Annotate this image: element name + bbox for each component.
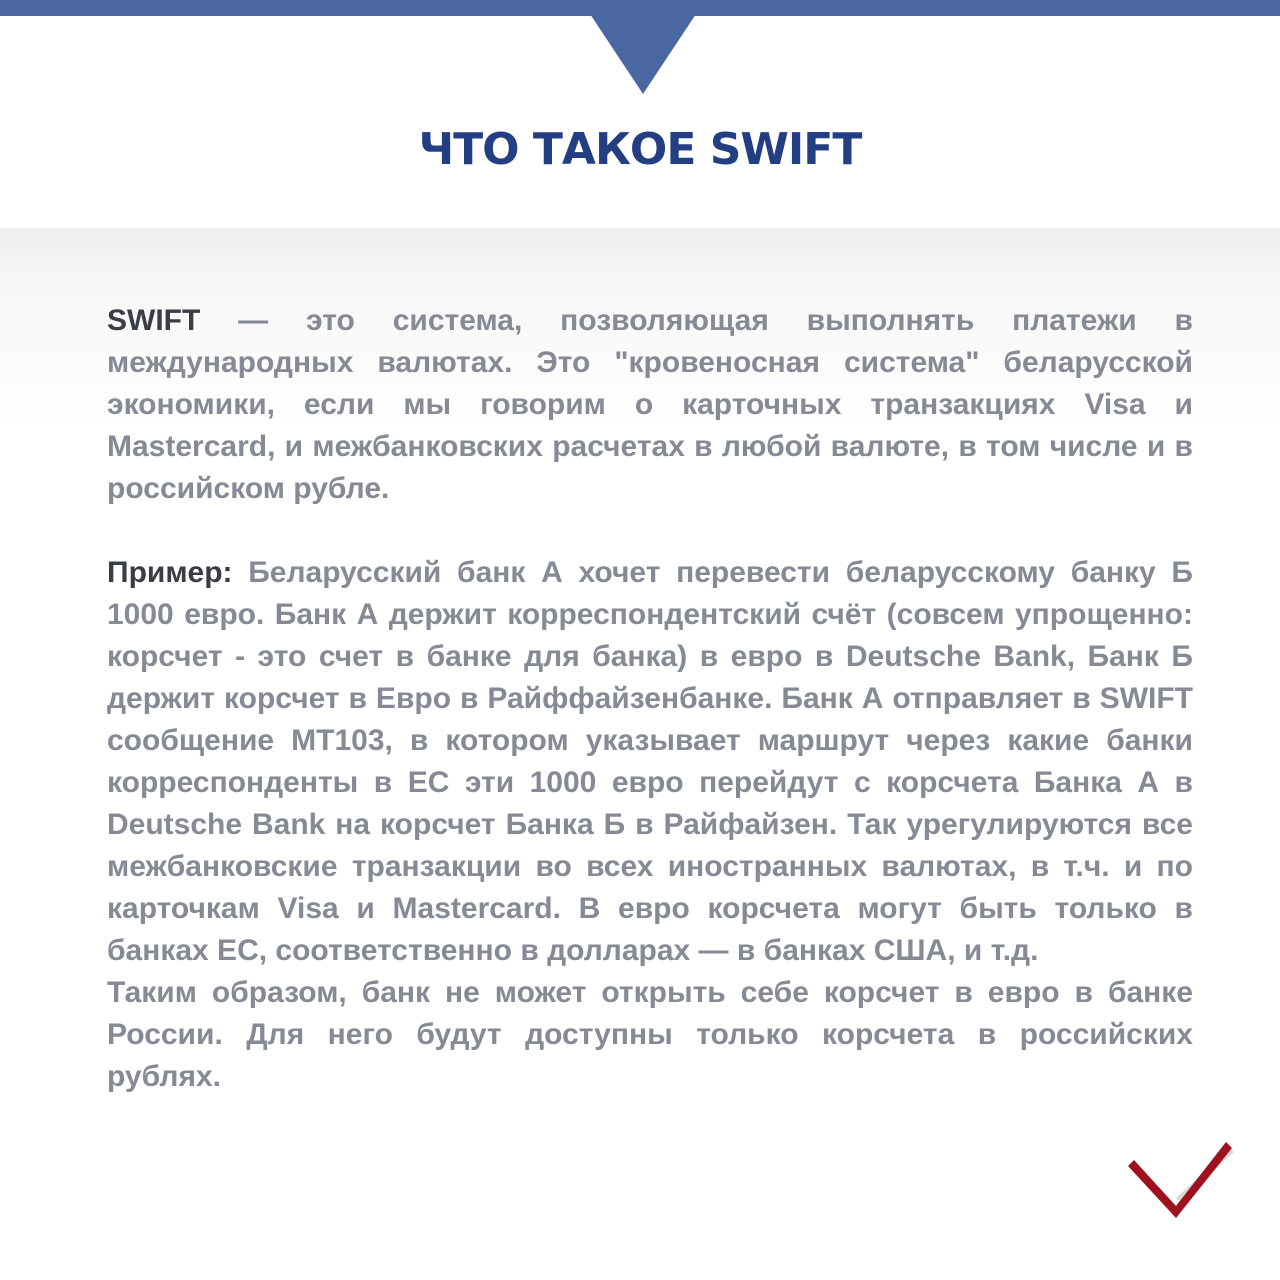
definition-term: SWIFT	[107, 304, 201, 337]
checkmark-stroke	[1128, 1142, 1232, 1218]
article-body	[107, 300, 1193, 1098]
definition-text: — это система, позволяющая выполнять платежи в международных валютах. Это "кровеносная система" беларусской экономики, если мы говорим о карточных транзакциях Visa и Mastercard, и межбанковских расчетах в любой валюте, в том числе и в российском рубле.	[107, 304, 1193, 505]
down-triangle-icon	[590, 14, 696, 94]
conclusion-paragraph: Таким образом, банк не может открыть себе корсчет в евро в банке России. Для него будут доступны только корсчета в российских рублях.	[107, 976, 1193, 1093]
page-title: ЧТО ТАКОЕ SWIFT	[418, 124, 862, 175]
example-label: Пример:	[107, 556, 233, 589]
definition-paragraph	[107, 300, 1193, 510]
example-paragraph	[107, 552, 1193, 972]
example-text: Беларусский банк А хочет перевести беларусскому банку Б 1000 евро. Банк А держит корреспондентский счёт (совсем упрощенно: корсчет - это счет в банке для банка) в евро в Deutsche Bank, Банк Б держит корсчет в Евро в Райффайзенбанке. Банк А отправляет в SWIFT сообщение MT103, в котором указывает маршрут через какие банки корреспонденты в ЕС эти 1000 евро перейдут с корсчета Банка А в Deutsche Bank на корсчет Банка Б в Райфайзен. Так урегулируются все межбанковские транзакции во всех иностранных валютах, в т.ч. и по карточкам Visa и Mastercard. В евро корсчета могут быть только в банках ЕС, соответственно в долларах — в банках США, и т.д.	[107, 556, 1193, 967]
checkmark-icon	[1124, 1140, 1236, 1222]
